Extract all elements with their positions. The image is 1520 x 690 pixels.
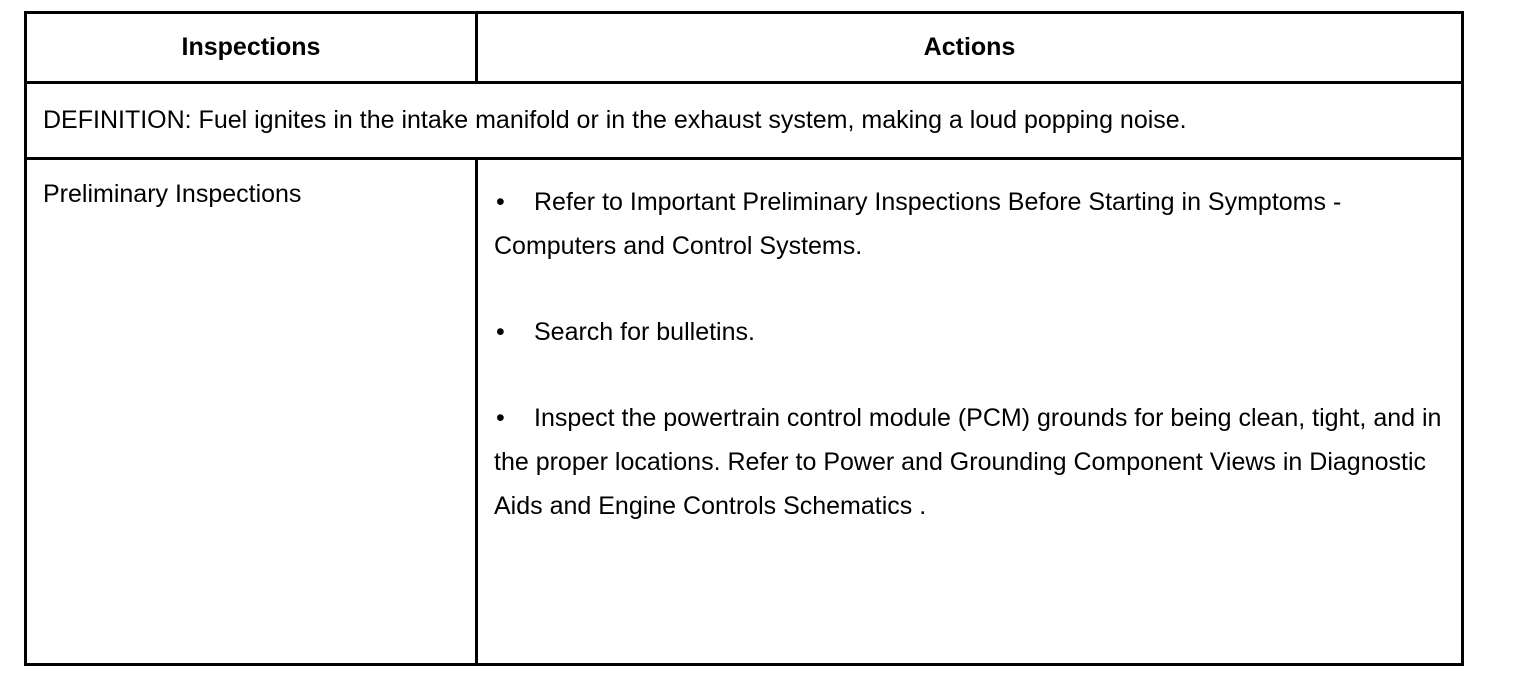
action-text: Refer to Important Preliminary Inspections Before Starting in Symptoms - Computers and Control Systems.: [494, 188, 1342, 260]
symptom-table: [24, 11, 1464, 666]
action-item: [494, 310, 1461, 354]
bullet-icon: •: [496, 188, 505, 216]
action-item: [494, 396, 1461, 528]
actions-header: Actions: [477, 13, 1463, 83]
bullet-icon: •: [496, 318, 505, 346]
action-text: Search for bulletins.: [534, 318, 755, 346]
definition-row: [26, 83, 1463, 159]
definition-text: DEFINITION: Fuel ignites in the intake manifold or in the exhaust system, making a loud popping noise.: [26, 83, 1463, 159]
action-text: Inspect the powertrain control module (PCM) grounds for being clean, tight, and in the proper locations. Refer to Power and Grounding Component Views in Diagnostic Aids and Engine Controls Schematics .: [494, 404, 1442, 520]
table-header-row: [26, 13, 1463, 83]
inspections-header: Inspections: [26, 13, 477, 83]
inspection-cell: Preliminary Inspections: [26, 159, 477, 665]
action-item: [494, 180, 1461, 268]
actions-cell: [477, 159, 1463, 665]
bullet-icon: •: [496, 404, 505, 432]
table-row: [26, 159, 1463, 665]
